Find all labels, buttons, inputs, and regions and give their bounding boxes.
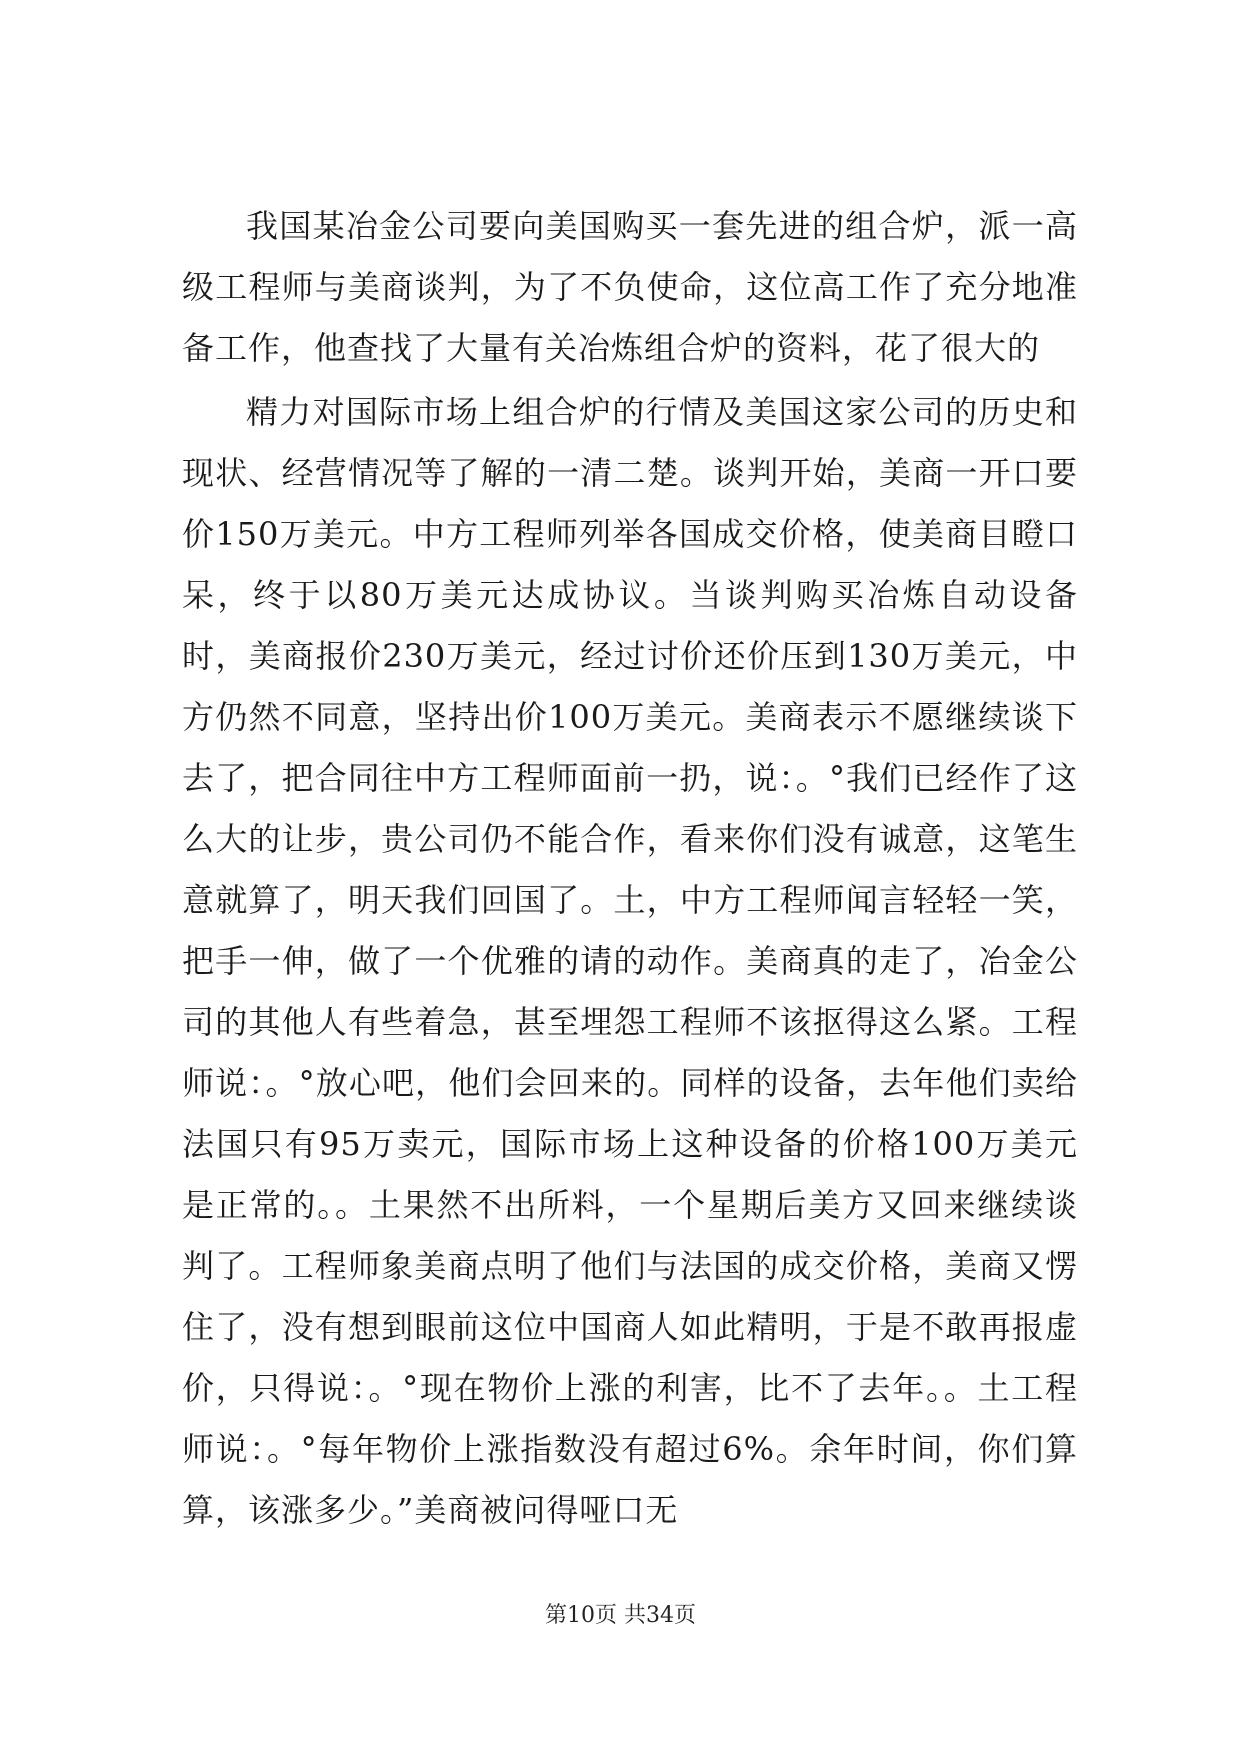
paragraph-1: 我国某冶金公司要向美国购买一套先进的组合炉，派一高级工程师与美商谈判，为了不负使命，这位高工作了充分地准备工作，他查找了大量有关冶炼组合炉的资料，花了很大的	[182, 207, 1078, 367]
document-body	[182, 196, 1078, 1544]
paragraph-2: 精力对国际市场上组合炉的行情及美国这家公司的历史和现状、经营情况等了解的一清二楚。谈判开始，美商一开口要价150万美元。中方工程师列举各国成交价格，使美商目瞪口呆，终于以80万美元达成协议。当谈判购买冶炼自动设备时，美商报价230万美元，经过讨价还价压到130万美元，中方仍然不同意，坚持出价100万美元。美商表示不愿继续谈下去了，把合同往中方工程师面前一扔，说：。°我们已经作了这么大的让步，贵公司仍不能合作，看来你们没有诚意，这笔生意就算了，明天我们回国了。土，中方工程师闻言轻轻一笑，把手一伸，做了一个优雅的请的动作。美商真的走了，冶金公司的其他人有些着急，甚至埋怨工程师不该抠得这么紧。工程师说：。°放心吧，他们会回来的。同样的设备，去年他们卖给法国只有95万卖元，国际市场上这种设备的价格100万美元是正常的。。土果然不出所料，一个星期后美方又回来继续谈判了。工程师象美商点明了他们与法国的成交价格，美商又愣住了，没有想到眼前这位中国商人如此精明，于是不敢再报虚价，只得说：。°现在物价上涨的利害，比不了去年。。土工程师说：。°每年物价上涨指数没有超过6%。余年时间，你们算算，该涨多少。”美商被问得哑口无	[182, 393, 1078, 1529]
page-number-footer: 第10页 共34页	[545, 1603, 696, 1628]
